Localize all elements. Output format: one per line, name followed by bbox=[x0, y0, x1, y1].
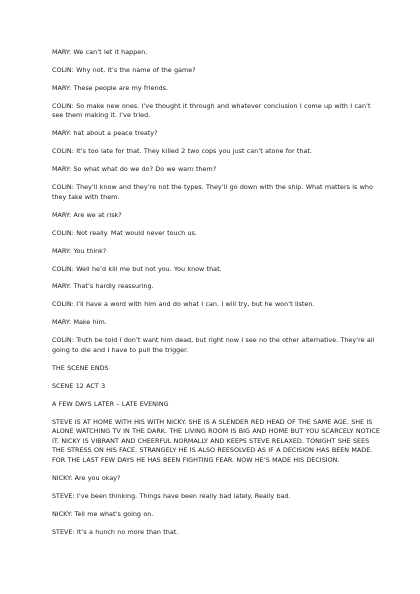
dialogue-line: NICKY: Tell me what’s going on. bbox=[52, 509, 154, 518]
dialogue-line: MARY: You think? bbox=[52, 246, 107, 255]
script-body bbox=[52, 48, 382, 546]
dialogue-line: MARY: These people are my friends. bbox=[52, 83, 168, 92]
scene-heading: SCENE 12 ACT 3 bbox=[52, 381, 106, 390]
dialogue-line: COLIN: Not really. Mat would never touch us. bbox=[52, 228, 197, 237]
dialogue-line: MARY: We can’t let it happen. bbox=[52, 48, 148, 56]
dialogue-line: COLIN: Well he’d kill me but not you. You know that. bbox=[52, 264, 222, 273]
dialogue-line: MARY: That’s hardly reassuring. bbox=[52, 282, 154, 291]
scene-direction: THE SCENE ENDS bbox=[52, 363, 109, 372]
dialogue-line: COLIN: Why not, it’s the name of the game? bbox=[52, 65, 196, 74]
dialogue-line: STEVE: I’ve been thinking. Things have been really bad lately. Really bad. bbox=[52, 492, 291, 501]
scene-heading: A FEW DAYS LATER – LATE EVENING bbox=[52, 399, 169, 408]
dialogue-line: MARY: So what what do we do? Do we warn them? bbox=[52, 165, 217, 174]
dialogue-line: STEVE: It’s a hunch no more than that. bbox=[52, 527, 179, 536]
dialogue-line: COLIN: So make new ones. I’ve thought it through and whatever conclusion I come up with I can’t see them making it. I’ve tried. bbox=[52, 101, 371, 120]
dialogue-line: COLIN: I’ll have a word with him and do what I can. I will try, but he won’t listen. bbox=[52, 300, 315, 309]
dialogue-line: MARY: Make him. bbox=[52, 318, 107, 327]
dialogue-line: MARY: Are we at risk? bbox=[52, 210, 122, 219]
dialogue-line: COLIN: Truth be told I don’t want him dead, but right now I see no the other alternative. They’re all going to die and I have to pull the trigger. bbox=[52, 336, 375, 354]
dialogue-line: MARY: hat about a peace treaty? bbox=[52, 129, 158, 138]
dialogue-line: COLIN: It’s too late for that. They killed 2 two cops you just can’t atone for that. bbox=[52, 147, 312, 156]
scene-description: STEVE IS AT HOME WITH HIS WITH NICKY. SHE IS A SLENDER RED HEAD OF THE SAME AGE. SHE IS ALONE WATCHING TV IN THE DARK. THE LIVING ROOM IS BIG AND HOME BUT YOU SCARCELY NOTICE IT. NICKY IS VIBRANT AND CHEERFUL NORMALLY AND KEEPS STEVE RELAXED. TONIGHT SHE SEES THE STRESS ON HIS FACE. STRANGELY HE IS ALSO REESOLVED AS IF A DECISION HAS BEEN MADE. FOR THE LAST FEW DAYS HE HAS BEEN FIGHTING FEAR. NOW HE’S MADE HIS DECISION. bbox=[52, 417, 380, 464]
dialogue-line: NICKY: Are you okay? bbox=[52, 474, 121, 483]
dialogue-line: COLIN: They’ll know and they’re not the types. They’ll go down with the ship. What matters is who they take with them. bbox=[52, 183, 373, 201]
